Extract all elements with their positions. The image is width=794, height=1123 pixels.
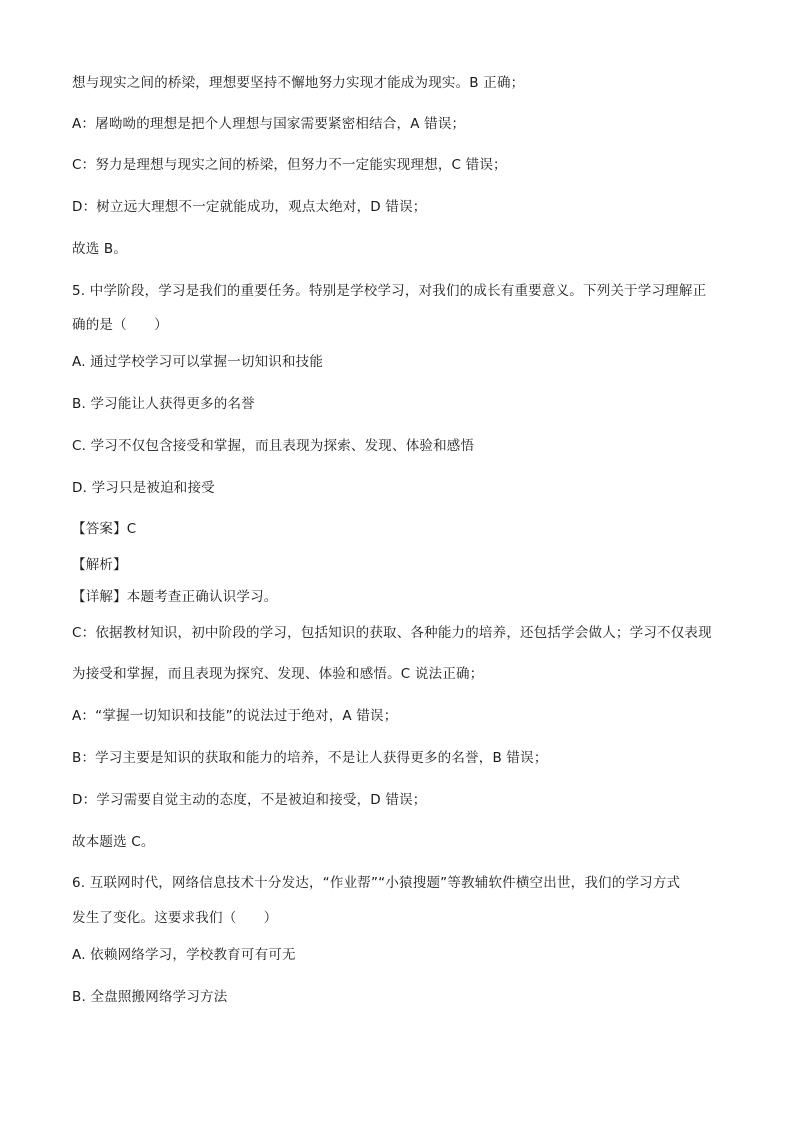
question-5-stem: 5. 中学阶段，学习是我们的重要任务。特别是学校学习，对我们的成长有重要意义。下列关于学习理解正 [72,283,707,299]
analysis-label: 【解析】 [72,557,127,573]
option-c: C. 学习不仅包含接受和掌握，而且表现为探索、发现、体验和感悟 [72,438,475,454]
text-line: C：努力是理想与现实之间的桥梁，但努力不一定能实现理想，C 错误； [72,157,507,173]
text-line: B：学习主要是知识的获取和能力的培养，不是让人获得更多的名誉，B 错误； [72,750,548,766]
text-line: A：屠呦呦的理想是把个人理想与国家需要紧密相结合，A 错误； [72,116,466,132]
text-line: A：“掌握一切知识和技能”的说法过于绝对，A 错误； [72,708,398,724]
option-a: A. 依赖网络学习，学校教育可有可无 [72,947,296,963]
question-5-stem-cont: 确的是（ ） [72,317,168,333]
text-line: 想与现实之间的桥梁，理想要坚持不懈地努力实现才能成为现实。B 正确； [72,75,525,91]
answer-label: 【答案】C [72,521,137,537]
detail-label: 【详解】本题考查正确认识学习。 [72,589,278,605]
option-d: D. 学习只是被迫和接受 [72,480,215,496]
question-6-stem-cont: 发生了变化。这要求我们（ ） [72,910,278,926]
text-line: C：依据教材知识，初中阶段的学习，包括知识的获取、各种能力的培养，还包括学会做人；学习不仅表现 [72,625,712,641]
option-b: B. 学习能让人获得更多的名誉 [72,396,255,412]
option-a: A. 通过学校学习可以掌握一切知识和技能 [72,354,324,370]
text-line: 为接受和掌握，而且表现为探究、发现、体验和感悟。C 说法正确； [72,666,484,682]
text-line: 故选 B。 [72,241,128,257]
option-b: B. 全盘照搬网络学习方法 [72,989,228,1005]
text-line: D：树立远大理想不一定就能成功，观点太绝对，D 错误； [72,199,427,215]
text-line: D：学习需要自觉主动的态度，不是被迫和接受，D 错误； [72,792,427,808]
question-6-stem: 6. 互联网时代，网络信息技术十分发达，“作业帮”“小猿搜题”等教辅软件横空出世，我们的学习方式 [72,875,681,891]
text-line: 故本题选 C。 [72,834,155,850]
